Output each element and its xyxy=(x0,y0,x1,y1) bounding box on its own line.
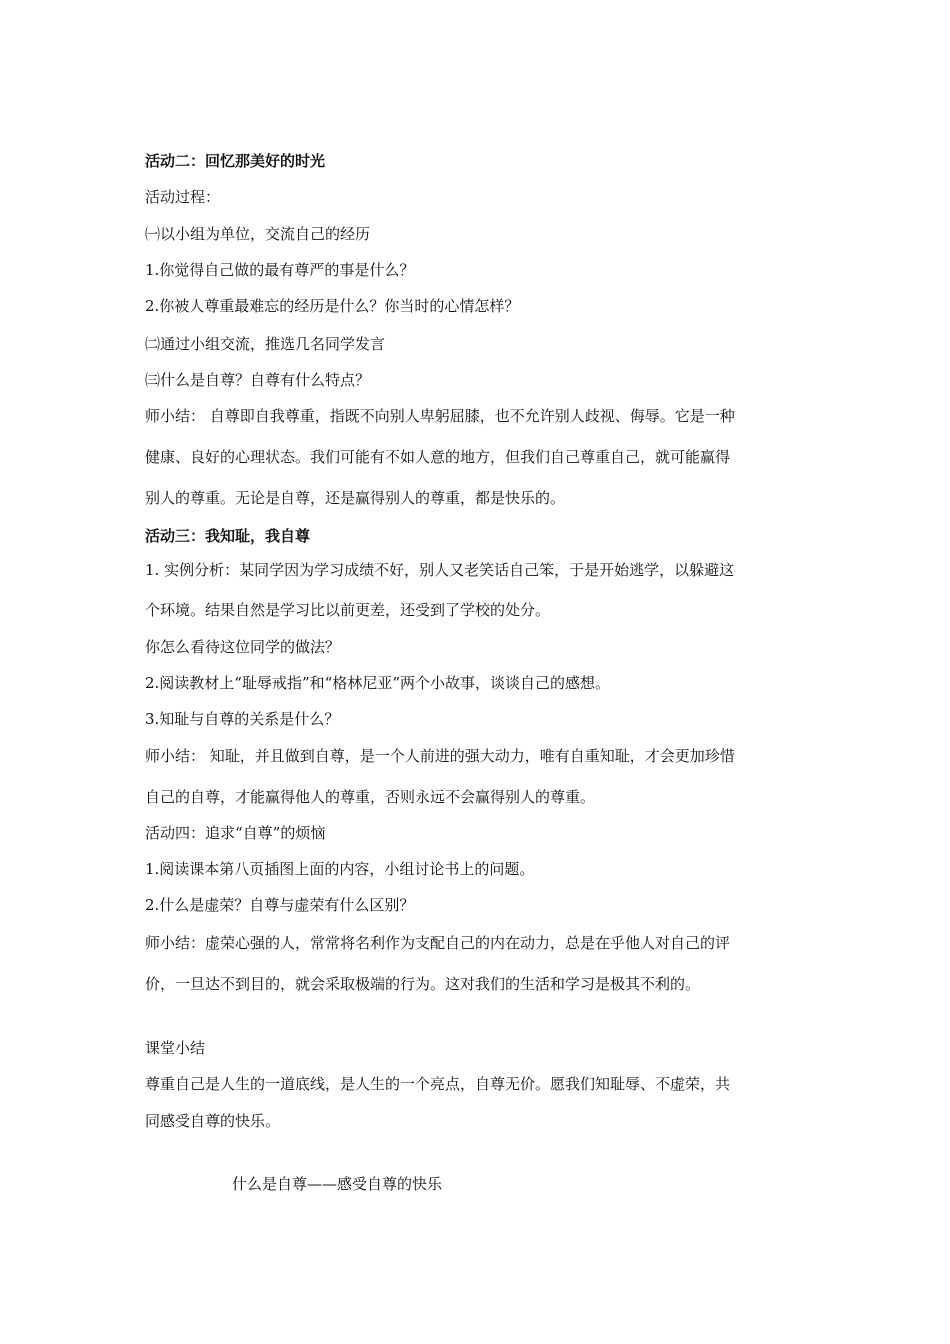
activity-two-heading: 活动二：回忆那美好的时光 xyxy=(145,152,326,170)
activity-three-heading: 活动三：我知耻，我自尊 xyxy=(145,527,311,545)
group-report-item: ㈡通过小组交流，推选几名同学发言 xyxy=(145,335,386,353)
reading-illustration-item: 1.阅读课本第八页插图上面的内容，小组讨论书上的问题。 xyxy=(145,860,535,878)
vanity-question: 2.什么是虚荣？自尊与虚荣有什么区别？ xyxy=(145,896,415,914)
case-question: 你怎么看待这位同学的做法？ xyxy=(145,638,341,656)
question-dignity: 1.你觉得自己做的最有尊严的事是什么？ xyxy=(145,261,415,279)
teacher-summary-two-line-2: 自己的自尊，才能赢得他人的尊重，否则永远不会赢得别人的尊重。 xyxy=(145,788,596,806)
question-respected-experience: 2.你被人尊重最难忘的经历是什么？你当时的心情怎样？ xyxy=(145,297,520,315)
case-analysis-line-1: 1. 实例分析：某同学因为学习成绩不好，别人又老笑话自己笨，于是开始逃学，以躲避这 xyxy=(145,561,735,579)
teacher-summary-one-line-3: 别人的尊重。无论是自尊，还是赢得别人的尊重，都是快乐的。 xyxy=(145,489,566,507)
teacher-summary-two-line-1: 师小结： 知耻，并且做到自尊，是一个人前进的强大动力，唯有自重知耻，才会更加珍惜 xyxy=(145,747,735,765)
class-summary-heading: 课堂小结 xyxy=(145,1039,206,1057)
class-summary-line-2: 同感受自尊的快乐。 xyxy=(145,1112,281,1130)
self-respect-question: ㈢什么是自尊？自尊有什么特点？ xyxy=(145,371,371,389)
reading-stories-item: 2.阅读教材上“耻辱戒指”和“格林尼亚”两个小故事，谈谈自己的感想。 xyxy=(145,674,610,692)
shame-respect-question: 3.知耻与自尊的关系是什么？ xyxy=(145,710,340,728)
teacher-summary-three-line-1: 师小结：虚荣心强的人，常常将名利作为支配自己的内在动力，总是在乎他人对自己的评 xyxy=(145,934,731,952)
case-analysis-line-2: 个环境。结果自然是学习比以前更差，还受到了学校的处分。 xyxy=(145,601,551,619)
teacher-summary-three-line-2: 价，一旦达不到目的，就会采取极端的行为。这对我们的生活和学习是极其不利的。 xyxy=(145,975,701,993)
activity-process-label: 活动过程： xyxy=(145,188,221,206)
class-summary-line-1: 尊重自己是人生的一道底线，是人生的一个亮点，自尊无价。愿我们知耻辱、不虚荣，共 xyxy=(145,1075,731,1093)
activity-four-heading: 活动四：追求“自尊”的烦恼 xyxy=(145,824,326,842)
board-title: 什么是自尊——感受自尊的快乐 xyxy=(232,1175,443,1193)
group-exchange-item: ㈠以小组为单位，交流自己的经历 xyxy=(145,225,371,243)
teacher-summary-one-line-1: 师小结： 自尊即自我尊重，指既不向别人卑躬屈膝，也不允许别人歧视、侮辱。它是一种 xyxy=(145,407,735,425)
teacher-summary-one-line-2: 健康、良好的心理状态。我们可能有不如人意的地方，但我们自己尊重自己，就可能赢得 xyxy=(145,448,731,466)
